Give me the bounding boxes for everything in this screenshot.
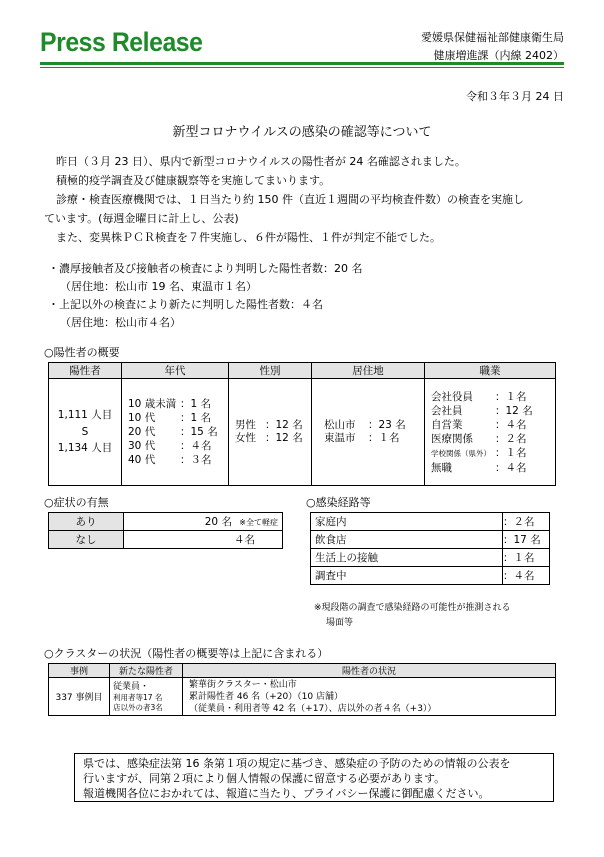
ages-row (128, 425, 228, 439)
summary-heading: ○陽性者の概要 (44, 346, 120, 359)
paragraph-3a: 診療・検査医療機関では、１日当たり約 150 件（直近１週間の平均検査件数）の検査を実施し (56, 193, 524, 206)
route-label: 生活上の接触 (311, 549, 503, 567)
gender-row (235, 432, 311, 445)
symptom-value-no: ４名 (124, 531, 283, 549)
notice-line-1: 県では、感染症法第 16 条第１項の規定に基づき、感染症の予防のための情報の公表を (83, 757, 511, 770)
cluster-status-3: （従業員・利用者等 42 名（+17）、店以外の者４名（+3）） (189, 703, 437, 714)
summary-table (48, 362, 556, 486)
jobs-label: 会社員 (431, 404, 463, 417)
symptoms-table (48, 512, 283, 549)
gender-value: ：12 名 (265, 432, 303, 444)
cluster-new-2: 利用者等17 名 (113, 692, 163, 702)
route-value: ：17 名 (503, 531, 550, 549)
jobs-value: ：４名 (495, 461, 527, 474)
cluster-status-1: 繁華街クラスター・松山市 (189, 679, 297, 690)
cluster-new-3: 店以外の者3名 (113, 702, 163, 712)
jobs-label: 医療関係 (431, 432, 473, 445)
route-value: ：２名 (503, 513, 550, 531)
cluster-col-case: 事例 (49, 664, 110, 678)
ages-value: ：４名 (180, 440, 212, 452)
jobs-value: ：２名 (495, 432, 527, 445)
symptom-count-yes: 20 名 (204, 516, 232, 528)
range-bottom: 1,134 人目 (57, 442, 113, 454)
routes-table (310, 512, 550, 585)
paragraph-2: 積極的疫学調査及び健康観察等を実施してまいります。 (56, 174, 331, 187)
route-label: 飲食店 (311, 531, 503, 549)
residence-cell (312, 379, 425, 486)
residence-value: ：１名 (368, 432, 400, 444)
ages-label: 30 代 (128, 440, 156, 452)
route-value: ：４名 (503, 567, 550, 585)
notice-line-3: 報道機関各位におかれては、報道に当たり、プライバシー保護に御配慮ください。 (83, 787, 490, 800)
ages-value: ：1 名 (180, 398, 212, 410)
bullet-close-contacts: ・濃厚接触者及び接触者の検査により判明した陽性者数：20 名 (48, 262, 363, 275)
org-section: 健康増進課（内線 2402） (433, 49, 564, 62)
cluster-col-status: 陽性者の状況 (183, 664, 556, 678)
jobs-label: 会社役員 (431, 390, 473, 403)
ages-row (128, 411, 228, 425)
col-header-positive: 陽性者 (49, 363, 122, 379)
press-release-logo: Press Release (40, 27, 203, 57)
jobs-row (431, 418, 555, 432)
jobs-value: ：４名 (495, 418, 527, 431)
ages-value: ：15 名 (180, 426, 218, 438)
ages-label: 40 代 (128, 454, 156, 466)
header-rule-thin (40, 67, 564, 68)
gender-label: 女性 (235, 432, 256, 444)
jobs-row (431, 446, 555, 461)
symptom-label-no: なし (49, 531, 124, 549)
routes-heading: ○感染経路等 (306, 496, 371, 509)
bullet-other: ・上記以外の検査により新たに判明した陽性者数：４名 (48, 298, 323, 311)
residence-label: 松山市 (324, 419, 356, 431)
cluster-case: 337 事例目 (49, 678, 110, 716)
paragraph-4: また、変異株ＰＣＲ検査を７件実施し、６件が陽性、１件が判定不能でした。 (56, 231, 441, 244)
symptoms-heading: ○症状の有無 (44, 496, 109, 509)
cluster-new-1: 従業員・ (113, 681, 150, 692)
jobs-row (431, 390, 555, 404)
range-top: 1,111 人目 (57, 409, 113, 421)
jobs-row (431, 432, 555, 446)
symptom-note: ※全て軽症 (239, 518, 278, 527)
cluster-status-cell (183, 678, 556, 716)
document-title: 新型コロナウイルスの感染の確認等について (172, 125, 432, 140)
ages-value: ：1 名 (180, 412, 212, 424)
gender-row (235, 419, 311, 432)
positive-range-cell (49, 379, 122, 486)
routes-note-1: ※現段階の調査で感染経路の可能性が推測される (314, 603, 511, 613)
jobs-label: 無職 (431, 461, 452, 474)
ages-label: 10 歳未満 (128, 398, 177, 410)
gender-value: ：12 名 (265, 419, 303, 431)
residence-label: 東温市 (324, 432, 356, 444)
cluster-new-cell (110, 678, 183, 716)
col-header-gender: 性別 (229, 363, 312, 379)
symptom-value-yes (124, 513, 283, 531)
col-header-residence: 居住地 (312, 363, 425, 379)
jobs-value: ：１名 (495, 390, 527, 403)
jobs-row (431, 461, 555, 475)
ages-value: ：３名 (180, 454, 212, 466)
route-label: 調査中 (311, 567, 503, 585)
col-header-age: 年代 (122, 363, 229, 379)
org-name: 愛媛県保健福祉部健康衛生局 (421, 31, 564, 44)
residence-value: ：23 名 (368, 419, 406, 431)
cluster-table (48, 663, 556, 716)
symptom-label-yes: あり (49, 513, 124, 531)
cluster-heading: ○クラスターの状況（陽性者の概要等は上記に含まれる） (44, 647, 329, 660)
ages-label: 10 代 (128, 412, 156, 424)
gender-label: 男性 (235, 419, 256, 431)
bullet-other-residence: （居住地：松山市４名） (60, 316, 181, 329)
route-value: ：１名 (503, 549, 550, 567)
ages-row (128, 397, 228, 411)
notice-line-2: 行いますが、同第２項により個人情報の保護に留意する必要があります。 (83, 772, 446, 785)
cluster-col-new: 新たな陽性者 (110, 664, 183, 678)
ages-label: 20 代 (128, 426, 156, 438)
age-cell (122, 379, 229, 486)
jobs-label: 自営業 (431, 418, 463, 431)
jobs-label: 学校関係（県外） (431, 448, 491, 458)
paragraph-3b: ています。(毎週金曜日に計上し、公表) (44, 212, 239, 225)
bullet-close-contacts-residence: （居住地：松山市 19 名、東温市１名） (60, 280, 257, 293)
ages-row (128, 453, 228, 467)
paragraph-1: 昨日（３月 23 日）、県内で新型コロナウイルスの陽性者が 24 名確認されました。 (56, 155, 466, 168)
jobs-value: ：１名 (495, 446, 527, 459)
occupation-cell (425, 379, 556, 486)
release-date: 令和３年３月 24 日 (466, 90, 564, 103)
routes-note-2: 場面等 (326, 618, 354, 628)
jobs-row (431, 404, 555, 418)
cluster-status-2: 累計陽性者 46 名（+20）（10 店舗） (189, 691, 343, 702)
gender-cell (229, 379, 312, 486)
residence-row (324, 432, 424, 445)
range-separator: S (81, 426, 89, 438)
route-label: 家庭内 (311, 513, 503, 531)
privacy-notice (74, 753, 554, 802)
jobs-value: ：12 名 (495, 404, 533, 417)
ages-row (128, 439, 228, 453)
residence-row (324, 419, 424, 432)
col-header-occupation: 職業 (425, 363, 556, 379)
